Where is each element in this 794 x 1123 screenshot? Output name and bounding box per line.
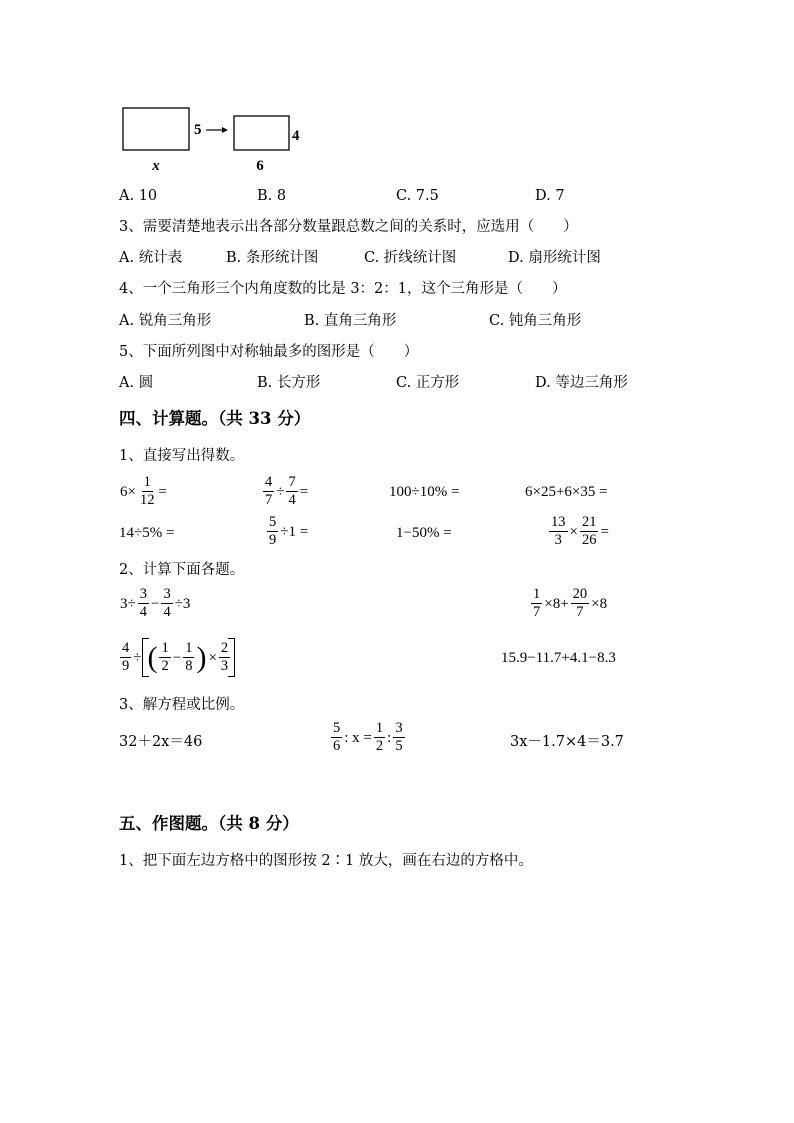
question-3: 3、需要清楚地表示出各部分数量跟总数之间的关系时，应选用（ ） — [119, 219, 578, 235]
calc-2-expression-1: 3÷ $\frac{3}{4}$ − $\frac{3}{4}$ ÷3 — [120, 586, 191, 620]
calc-3-label: 3、解方程或比例。 — [119, 697, 245, 713]
drawing-question-1: 1、把下面左边方格中的图形按 2∶1 放大，画在右边的方格中。 — [119, 853, 533, 869]
proportion-2: $\frac{5}{6}$ : x = $\frac{1}{2}$ : $\frac{3}{5}$ — [333, 720, 403, 754]
question-4: 4、一个三角形三个内角度数的比是 3：2：1，这个三角形是（ ） — [119, 281, 567, 297]
q4-option-a: A. 锐角三角形 — [119, 313, 212, 329]
q2-option-b: B. 8 — [257, 188, 287, 204]
q2-option-c: C. 7.5 — [396, 188, 439, 204]
calc-1-problem-2: $\frac{4}{7}$ ÷ $\frac{7}{4}$ = — [265, 474, 309, 508]
equation-1: 32＋2x＝46 — [119, 734, 203, 750]
calc-1-problem-6: $\frac{5}{9}$ ÷1 = — [269, 514, 309, 548]
calc-1-problem-5: 14÷5% = — [119, 525, 175, 541]
q2-option-d: D. 7 — [535, 188, 565, 204]
calc-2-expression-2: $\frac{1}{7}$ ×8+ $\frac{20}{7}$ ×8 — [533, 586, 608, 620]
right-rectangle-width-label: 6 — [256, 158, 264, 174]
arrow-head-icon — [222, 127, 228, 133]
calc-2-expression-3: $\frac{4}{9}$ ÷ ( $\frac{1}{2}$ − $\frac{1}{8}$ ) × $\frac{2}{3}$ — [119, 638, 235, 677]
calc-2-expression-4: 15.9−11.7+4.1−8.3 — [501, 650, 616, 666]
q5-option-c: C. 正方形 — [396, 375, 460, 391]
left-rectangle-width-label: x — [152, 158, 160, 174]
calc-1-problem-4: 6×25+6×35 = — [525, 484, 608, 500]
rectangle-scale-figure — [118, 104, 318, 176]
q3-option-c: C. 折线统计图 — [364, 250, 457, 266]
q3-option-a: A. 统计表 — [119, 250, 183, 266]
q3-option-b: B. 条形统计图 — [226, 250, 319, 266]
q5-option-d: D. 等边三角形 — [535, 375, 628, 391]
calc-1-problem-7: 1−50% = — [396, 525, 452, 541]
calc-1-problem-3: 100÷10% = — [389, 484, 460, 500]
equation-3: 3x－1.7×4＝3.7 — [510, 734, 624, 750]
q5-option-a: A. 圆 — [119, 375, 154, 391]
section-4-title: 四、计算题。（共 33 分） — [119, 409, 311, 428]
section-5-title: 五、作图题。（共 8 分） — [119, 814, 299, 833]
q5-option-b: B. 长方形 — [257, 375, 321, 391]
q3-option-d: D. 扇形统计图 — [508, 250, 601, 266]
right-rectangle — [234, 116, 289, 150]
q4-option-b: B. 直角三角形 — [304, 313, 397, 329]
q4-option-c: C. 钝角三角形 — [489, 313, 582, 329]
right-rectangle-height-label: 4 — [292, 128, 300, 144]
question-5: 5、下面所列图中对称轴最多的图形是（ ） — [119, 344, 419, 360]
square-bracket-group: ( $\frac{1}{2}$ − $\frac{1}{8}$ ) × $\frac{2}{3}$ — [142, 638, 235, 677]
calc-2-label: 2、计算下面各题。 — [119, 562, 245, 578]
calc-1-problem-1: 6× $\frac{1}{12}$ = — [120, 474, 167, 508]
calc-1-label: 1、直接写出得数。 — [119, 448, 245, 464]
scale-side-label: 5 — [194, 122, 202, 138]
left-rectangle — [123, 108, 189, 150]
calc-1-problem-8: $\frac{13}{3}$ × $\frac{21}{26}$ = — [551, 514, 609, 548]
q2-option-a: A. 10 — [119, 188, 158, 204]
